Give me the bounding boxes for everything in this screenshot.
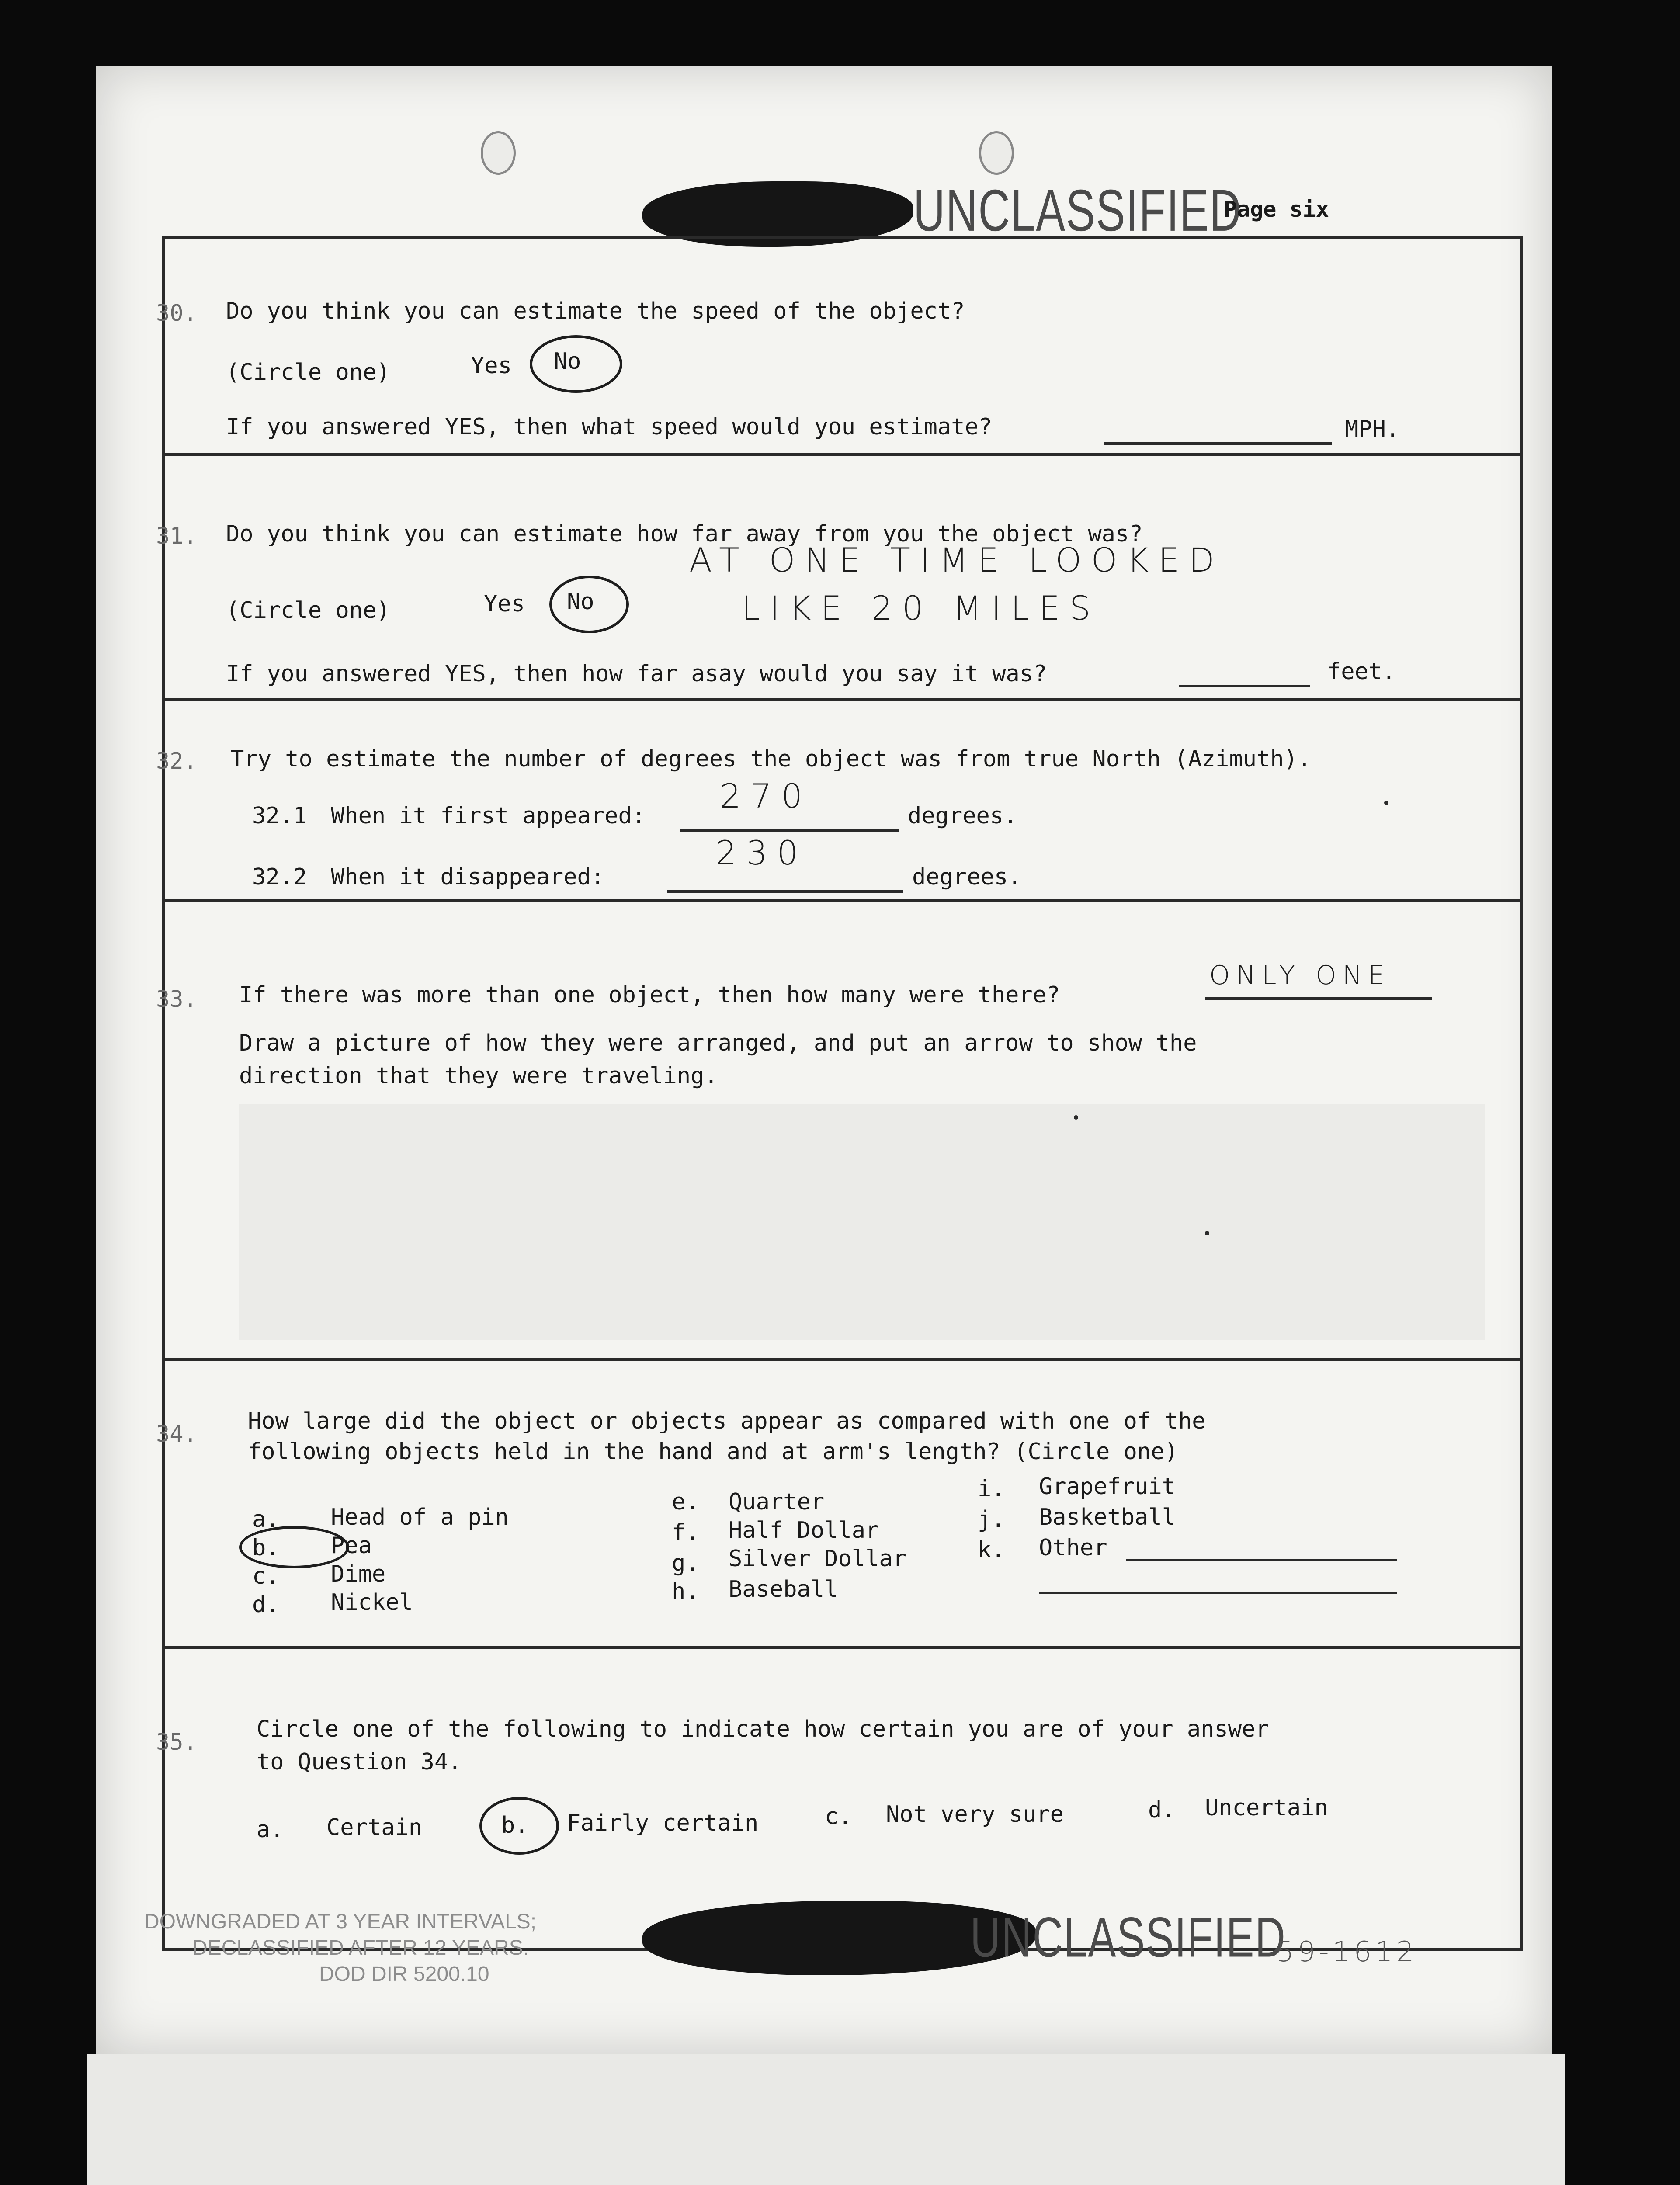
option-nickel[interactable]: Nickel	[331, 1589, 413, 1616]
question-number: 32.	[156, 748, 197, 774]
option-quarter[interactable]: Quarter	[729, 1489, 825, 1515]
backing-sheet	[87, 2054, 1565, 2185]
option-g-key: g.	[672, 1550, 699, 1576]
first-appeared-num: 32.1	[252, 803, 307, 829]
document-page	[96, 66, 1552, 2054]
option-b-key: b.	[252, 1535, 280, 1561]
question-30	[156, 239, 1520, 456]
drawing-area[interactable]	[239, 1104, 1485, 1340]
unit-label: MPH.	[1345, 416, 1400, 442]
question-text-line1: How large did the object or objects appear as compared with one of the	[248, 1408, 1206, 1434]
no-option[interactable]: No	[554, 348, 581, 375]
speck	[1384, 801, 1388, 805]
question-text: If there was more than one object, then how many were there?	[239, 982, 1060, 1008]
option-head-of-a-pin[interactable]: Head of a pin	[331, 1504, 509, 1530]
punch-hole-left	[481, 131, 516, 175]
question-33	[156, 899, 1520, 1361]
question-text-line1: Circle one of the following to indicate how certain you are of your answer	[257, 1716, 1269, 1742]
handwritten-reference: 59-1612	[1276, 1936, 1418, 1968]
disappeared-num: 32.2	[252, 864, 307, 890]
other-answer-line-2[interactable]	[1039, 1592, 1397, 1594]
question-text: Do you think you can estimate the speed of the object?	[226, 298, 965, 324]
question-number: 30.	[156, 300, 197, 326]
option-j-key: j.	[978, 1506, 1005, 1533]
disappeared-label: When it disappeared:	[331, 864, 605, 890]
followup-text: If you answered YES, then what speed would you estimate?	[226, 414, 993, 440]
distance-answer-line[interactable]	[1179, 685, 1310, 687]
first-appeared-line[interactable]	[680, 829, 899, 832]
questionnaire-form	[156, 236, 1523, 1951]
option-k-key: k.	[978, 1537, 1005, 1563]
circle-one-label: (Circle one)	[226, 597, 390, 624]
question-number: 33.	[156, 986, 197, 1013]
yes-option[interactable]: Yes	[484, 591, 525, 617]
option-basketball[interactable]: Basketball	[1039, 1504, 1176, 1530]
option-a-key: a.	[257, 1817, 284, 1843]
option-d-key: d.	[1148, 1797, 1176, 1823]
option-silver-dollar[interactable]: Silver Dollar	[729, 1546, 906, 1572]
handwritten-answer-line2: LIKE 20 MILES	[742, 589, 1100, 628]
question-number: 35.	[156, 1729, 197, 1755]
first-appeared-value: 270	[720, 777, 812, 815]
option-not-very-sure[interactable]: Not very sure	[886, 1801, 1064, 1828]
option-f-key: f.	[672, 1519, 699, 1546]
punch-hole-right	[979, 131, 1014, 175]
option-certain[interactable]: Certain	[326, 1814, 423, 1841]
option-half-dollar[interactable]: Half Dollar	[729, 1517, 879, 1543]
option-grapefruit[interactable]: Grapefruit	[1039, 1474, 1176, 1500]
followup-text: If you answered YES, then how far asay would you say it was?	[226, 661, 1047, 687]
option-fairly-certain[interactable]: Fairly certain	[567, 1810, 759, 1836]
count-answer-line[interactable]	[1205, 997, 1432, 1000]
speck	[1074, 1115, 1078, 1120]
handwritten-count: ONLY ONE	[1209, 960, 1391, 991]
no-option[interactable]: No	[567, 589, 594, 615]
downgrade-notice-line1: DOWNGRADED AT 3 YEAR INTERVALS;	[144, 1910, 537, 1933]
yes-option[interactable]: Yes	[471, 353, 512, 379]
question-number: 34.	[156, 1421, 197, 1447]
disappeared-value: 230	[715, 833, 808, 872]
circle-one-label: (Circle one)	[226, 359, 390, 385]
option-baseball[interactable]: Baseball	[729, 1576, 838, 1602]
option-d-key: d.	[252, 1592, 280, 1618]
unclassified-stamp-bottom: UNCLASSIFIED	[970, 1906, 1286, 1969]
degrees-unit: degrees.	[908, 803, 1017, 829]
option-uncertain[interactable]: Uncertain	[1205, 1795, 1328, 1821]
question-number: 31.	[156, 523, 197, 549]
page-number: Page six	[1224, 197, 1329, 222]
option-dime[interactable]: Dime	[331, 1561, 386, 1587]
option-c-key: c.	[252, 1563, 280, 1589]
handwritten-answer-line1: AT ONE TIME LOOKED	[689, 541, 1224, 579]
option-other[interactable]: Other	[1039, 1535, 1107, 1561]
question-text: Try to estimate the number of degrees the object was from true North (Azimuth).	[230, 746, 1312, 772]
unclassified-stamp-top: UNCLASSIFIED	[913, 177, 1242, 244]
draw-instruction-line1: Draw a picture of how they were arranged, and put an arrow to show the	[239, 1030, 1197, 1056]
option-i-key: i.	[978, 1476, 1005, 1502]
question-text-line2: to Question 34.	[257, 1749, 462, 1775]
downgrade-notice-line2: DECLASSIFIED AFTER 12 YEARS.	[192, 1936, 529, 1960]
speck	[1205, 1231, 1209, 1235]
downgrade-notice-line3: DOD DIR 5200.10	[319, 1963, 489, 1986]
first-appeared-label: When it first appeared:	[331, 803, 646, 829]
question-text-line2: following objects held in the hand and at arm's length? (Circle one)	[248, 1439, 1178, 1465]
option-pea[interactable]: Pea	[331, 1533, 372, 1559]
speed-answer-line[interactable]	[1104, 442, 1332, 445]
question-34	[156, 1358, 1520, 1649]
option-b-key: b.	[501, 1812, 529, 1838]
draw-instruction-line2: direction that they were traveling.	[239, 1063, 718, 1089]
disappeared-line[interactable]	[667, 890, 903, 893]
question-31	[156, 453, 1520, 701]
option-e-key: e.	[672, 1489, 699, 1515]
option-h-key: h.	[672, 1578, 699, 1605]
other-answer-line[interactable]	[1126, 1559, 1397, 1561]
option-c-key: c.	[825, 1803, 852, 1830]
question-32	[156, 698, 1520, 902]
unit-label: feet.	[1327, 659, 1396, 685]
degrees-unit: degrees.	[912, 864, 1022, 890]
option-a-key: a.	[252, 1506, 280, 1533]
question-text: Do you think you can estimate how far away from you the object was?	[226, 521, 1143, 547]
